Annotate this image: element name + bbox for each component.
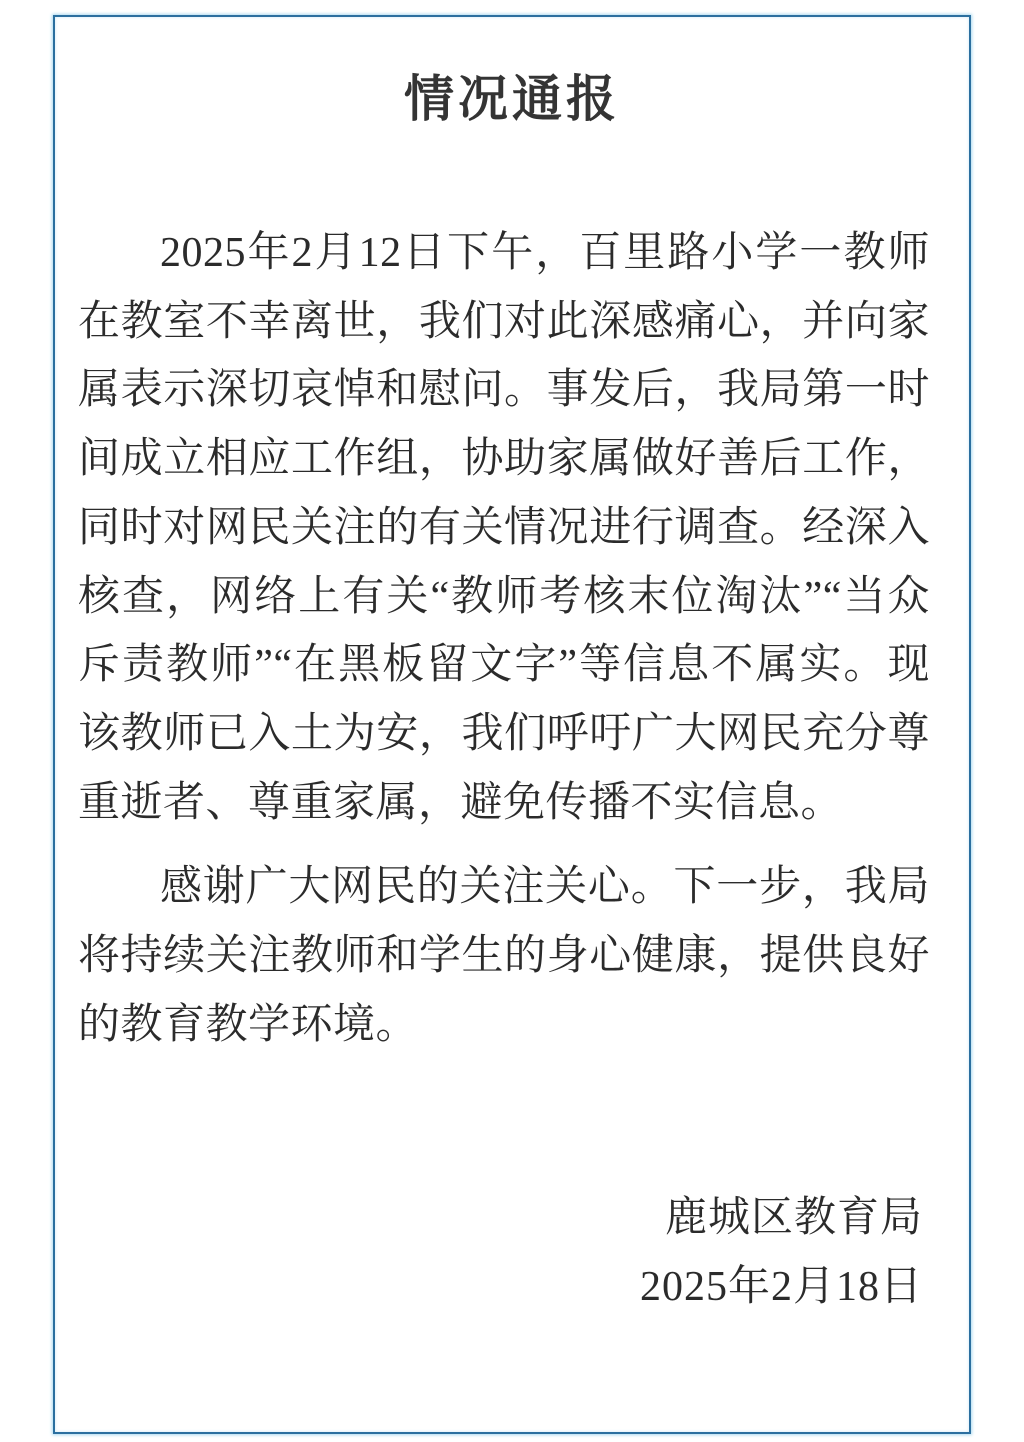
body-line: 将持续关注教师和学生的身心健康，提供良好 [78, 933, 930, 980]
body-line: 该教师已入土为安，我们呼吁广大网民充分尊 [78, 710, 930, 757]
body-line: 间成立相应工作组，协助家属做好善后工作， [78, 436, 930, 483]
body-line: 重逝者、尊重家属，避免传播不实信息。 [78, 779, 844, 826]
notice-body [55, 219, 969, 1059]
body-line: 2025年2月12日下午，百里路小学一教师 [160, 230, 930, 276]
body-line: 斥责教师”“在黑板留文字”等信息不属实。现 [78, 642, 930, 689]
issue-date: 2025年2月18日 [639, 1264, 923, 1311]
body-line: 属表示深切哀悼和慰问。事发后，我局第一时 [78, 367, 930, 414]
body-line: 感谢广大网民的关注关心。下一步，我局 [160, 864, 930, 911]
paragraph-2 [78, 853, 930, 1059]
body-line: 同时对网民关注的有关情况进行调查。经深入 [78, 504, 930, 551]
signature-block [55, 1184, 969, 1321]
body-line: 的教育教学环境。 [78, 1001, 419, 1048]
paragraph-1 [78, 219, 930, 837]
notice-title: 情况通报 [404, 71, 620, 127]
issuer-name: 鹿城区教育局 [664, 1195, 923, 1242]
body-line: 在教室不幸离世，我们对此深感痛心，并向家 [78, 298, 930, 345]
notice-border-frame [53, 15, 971, 1434]
body-line: 核查，网络上有关“教师考核末位淘汰”“当众 [78, 573, 930, 620]
